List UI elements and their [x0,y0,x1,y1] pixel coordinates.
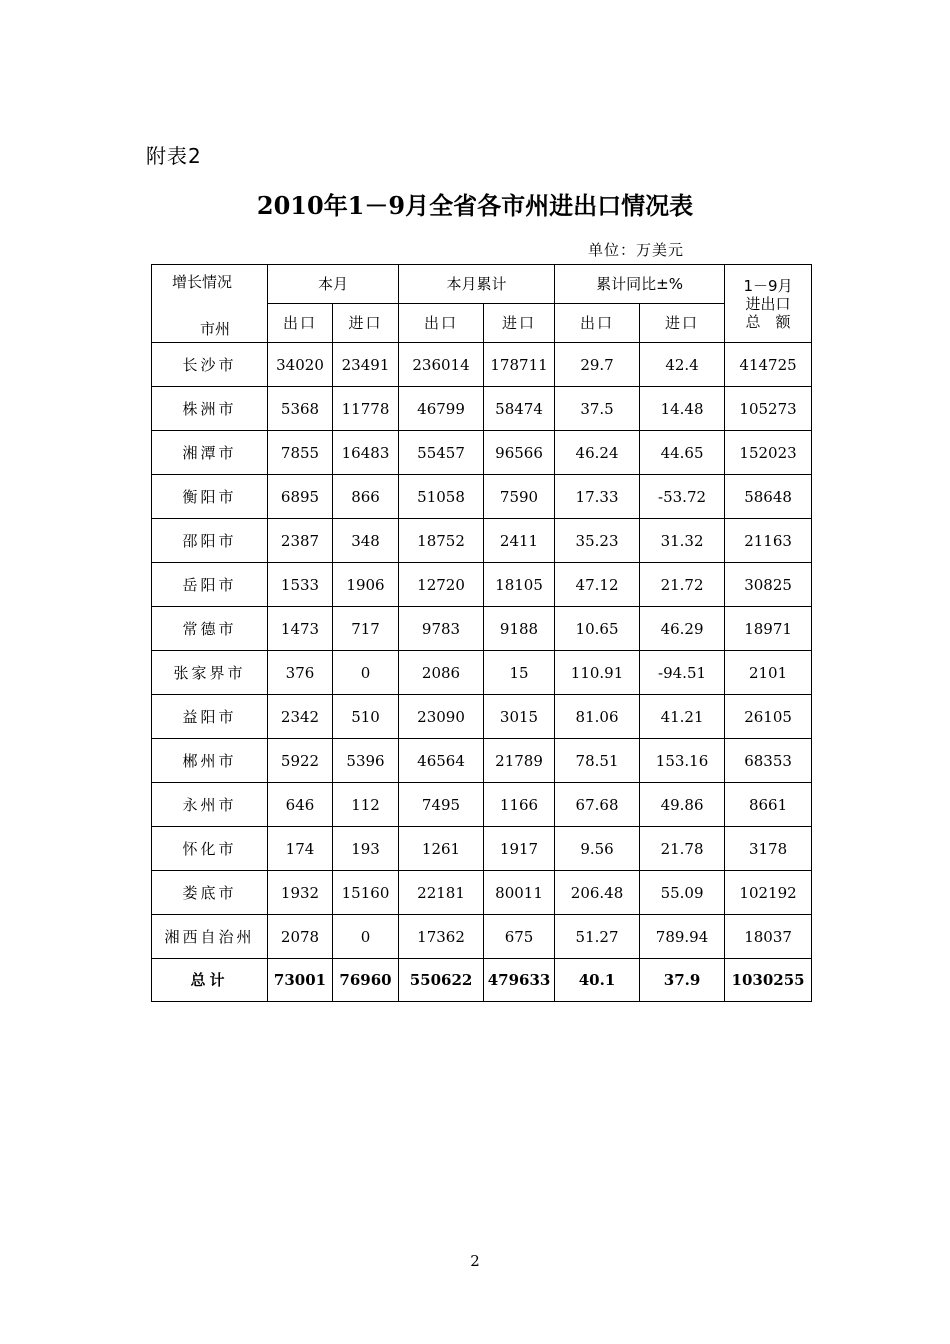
header-cum-import: 进口 [484,304,555,343]
yoy-import: 21.72 [640,563,725,607]
city-name: 邵阳市 [152,519,268,563]
city-name: 郴州市 [152,739,268,783]
header-yoy-import: 进口 [640,304,725,343]
cum-import: 80011 [484,871,555,915]
cum-export: 7495 [399,783,484,827]
yoy-export: 9.56 [555,827,640,871]
appendix-label: 附表2 [146,144,202,168]
yoy-export: 206.48 [555,871,640,915]
cum-import: 675 [484,915,555,959]
total-trade: 105273 [725,387,812,431]
header-cumulative: 本月累计 [399,265,555,304]
yoy-import: 49.86 [640,783,725,827]
city-name: 常德市 [152,607,268,651]
header-city-label: 市州 [200,320,231,338]
total-cum-export: 550622 [399,959,484,1002]
cum-export: 46799 [399,387,484,431]
header-yoy-export: 出口 [555,304,640,343]
yoy-import: 31.32 [640,519,725,563]
month-export: 5368 [268,387,333,431]
total-trade: 26105 [725,695,812,739]
yoy-export: 29.7 [555,343,640,387]
total-trade: 2101 [725,651,812,695]
month-export: 646 [268,783,333,827]
table-row [152,871,812,915]
month-import: 717 [333,607,399,651]
month-import: 23491 [333,343,399,387]
month-export: 376 [268,651,333,695]
city-name: 长沙市 [152,343,268,387]
header-corner-cell [152,265,268,343]
yoy-import: 46.29 [640,607,725,651]
table-row [152,563,812,607]
total-yoy-import: 37.9 [640,959,725,1002]
header-total-line1: 1－9月 [743,276,793,295]
header-growth-label: 增长情况 [172,273,233,291]
month-export: 1533 [268,563,333,607]
table-row [152,695,812,739]
cum-export: 236014 [399,343,484,387]
cum-import: 96566 [484,431,555,475]
yoy-export: 37.5 [555,387,640,431]
yoy-import: 42.4 [640,343,725,387]
month-import: 1906 [333,563,399,607]
month-export: 5922 [268,739,333,783]
yoy-import: 55.09 [640,871,725,915]
header-month-export: 出口 [268,304,333,343]
total-cum-import: 479633 [484,959,555,1002]
yoy-export: 47.12 [555,563,640,607]
month-import: 348 [333,519,399,563]
month-export: 1932 [268,871,333,915]
city-name: 株洲市 [152,387,268,431]
table-row [152,651,812,695]
cum-export: 9783 [399,607,484,651]
month-import: 193 [333,827,399,871]
cum-import: 2411 [484,519,555,563]
month-export: 34020 [268,343,333,387]
yoy-export: 81.06 [555,695,640,739]
month-import: 11778 [333,387,399,431]
yoy-import: 44.65 [640,431,725,475]
city-name: 衡阳市 [152,475,268,519]
month-import: 0 [333,915,399,959]
yoy-export: 67.68 [555,783,640,827]
yoy-export: 17.33 [555,475,640,519]
table-row [152,519,812,563]
city-name: 张家界市 [152,651,268,695]
unit-label: 单位：万美元 [588,241,685,259]
city-name: 益阳市 [152,695,268,739]
header-yoy: 累计同比±% [555,265,725,304]
cum-import: 21789 [484,739,555,783]
yoy-export: 51.27 [555,915,640,959]
total-month-import: 76960 [333,959,399,1002]
cum-export: 2086 [399,651,484,695]
cum-import: 58474 [484,387,555,431]
city-name: 娄底市 [152,871,268,915]
header-total-line2: 进出口 [745,294,791,313]
cum-import: 15 [484,651,555,695]
total-trade: 21163 [725,519,812,563]
table-row [152,827,812,871]
table-row [152,431,812,475]
yoy-import: -53.72 [640,475,725,519]
city-name: 湘潭市 [152,431,268,475]
cum-export: 12720 [399,563,484,607]
total-label: 总计 [152,959,268,1002]
yoy-export: 10.65 [555,607,640,651]
yoy-import: 789.94 [640,915,725,959]
total-row [152,959,812,1002]
total-yoy-export: 40.1 [555,959,640,1002]
total-trade: 58648 [725,475,812,519]
yoy-import: 153.16 [640,739,725,783]
total-trade: 18037 [725,915,812,959]
month-import: 112 [333,783,399,827]
yoy-export: 46.24 [555,431,640,475]
cum-export: 18752 [399,519,484,563]
total-trade: 18971 [725,607,812,651]
total-trade: 102192 [725,871,812,915]
total-trade: 3178 [725,827,812,871]
header-this-month: 本月 [268,265,399,304]
city-name: 怀化市 [152,827,268,871]
month-import: 510 [333,695,399,739]
yoy-export: 35.23 [555,519,640,563]
cum-export: 51058 [399,475,484,519]
yoy-export: 110.91 [555,651,640,695]
total-trade: 30825 [725,563,812,607]
table-row [152,475,812,519]
cum-import: 1917 [484,827,555,871]
cum-import: 3015 [484,695,555,739]
cum-export: 46564 [399,739,484,783]
page-number: 2 [470,1252,480,1270]
total-trade: 152023 [725,431,812,475]
table-row [152,739,812,783]
yoy-export: 78.51 [555,739,640,783]
total-grand-total: 1030255 [725,959,812,1002]
cum-export: 23090 [399,695,484,739]
yoy-import: 41.21 [640,695,725,739]
yoy-import: -94.51 [640,651,725,695]
month-import: 5396 [333,739,399,783]
trade-table [151,264,812,1002]
total-month-export: 73001 [268,959,333,1002]
table-row [152,387,812,431]
cum-export: 17362 [399,915,484,959]
month-import: 15160 [333,871,399,915]
month-export: 7855 [268,431,333,475]
header-total [725,265,812,343]
header-total-line3: 总 额 [745,312,791,331]
month-export: 2387 [268,519,333,563]
month-import: 16483 [333,431,399,475]
month-import: 866 [333,475,399,519]
cum-import: 9188 [484,607,555,651]
cum-export: 22181 [399,871,484,915]
cum-export: 1261 [399,827,484,871]
yoy-import: 21.78 [640,827,725,871]
total-trade: 68353 [725,739,812,783]
table-row [152,607,812,651]
total-trade: 414725 [725,343,812,387]
month-export: 2078 [268,915,333,959]
city-name: 湘西自治州 [152,915,268,959]
cum-import: 178711 [484,343,555,387]
city-name: 岳阳市 [152,563,268,607]
table-row [152,783,812,827]
cum-import: 1166 [484,783,555,827]
month-import: 0 [333,651,399,695]
month-export: 1473 [268,607,333,651]
cum-import: 7590 [484,475,555,519]
table-row [152,343,812,387]
city-name: 永州市 [152,783,268,827]
header-cum-export: 出口 [399,304,484,343]
table-row [152,915,812,959]
yoy-import: 14.48 [640,387,725,431]
month-export: 174 [268,827,333,871]
cum-export: 55457 [399,431,484,475]
header-month-import: 进口 [333,304,399,343]
month-export: 6895 [268,475,333,519]
total-trade: 8661 [725,783,812,827]
document-title: 2010年1－9月全省各市州进出口情况表 [256,191,694,220]
cum-import: 18105 [484,563,555,607]
header-row-top [152,265,812,304]
month-export: 2342 [268,695,333,739]
